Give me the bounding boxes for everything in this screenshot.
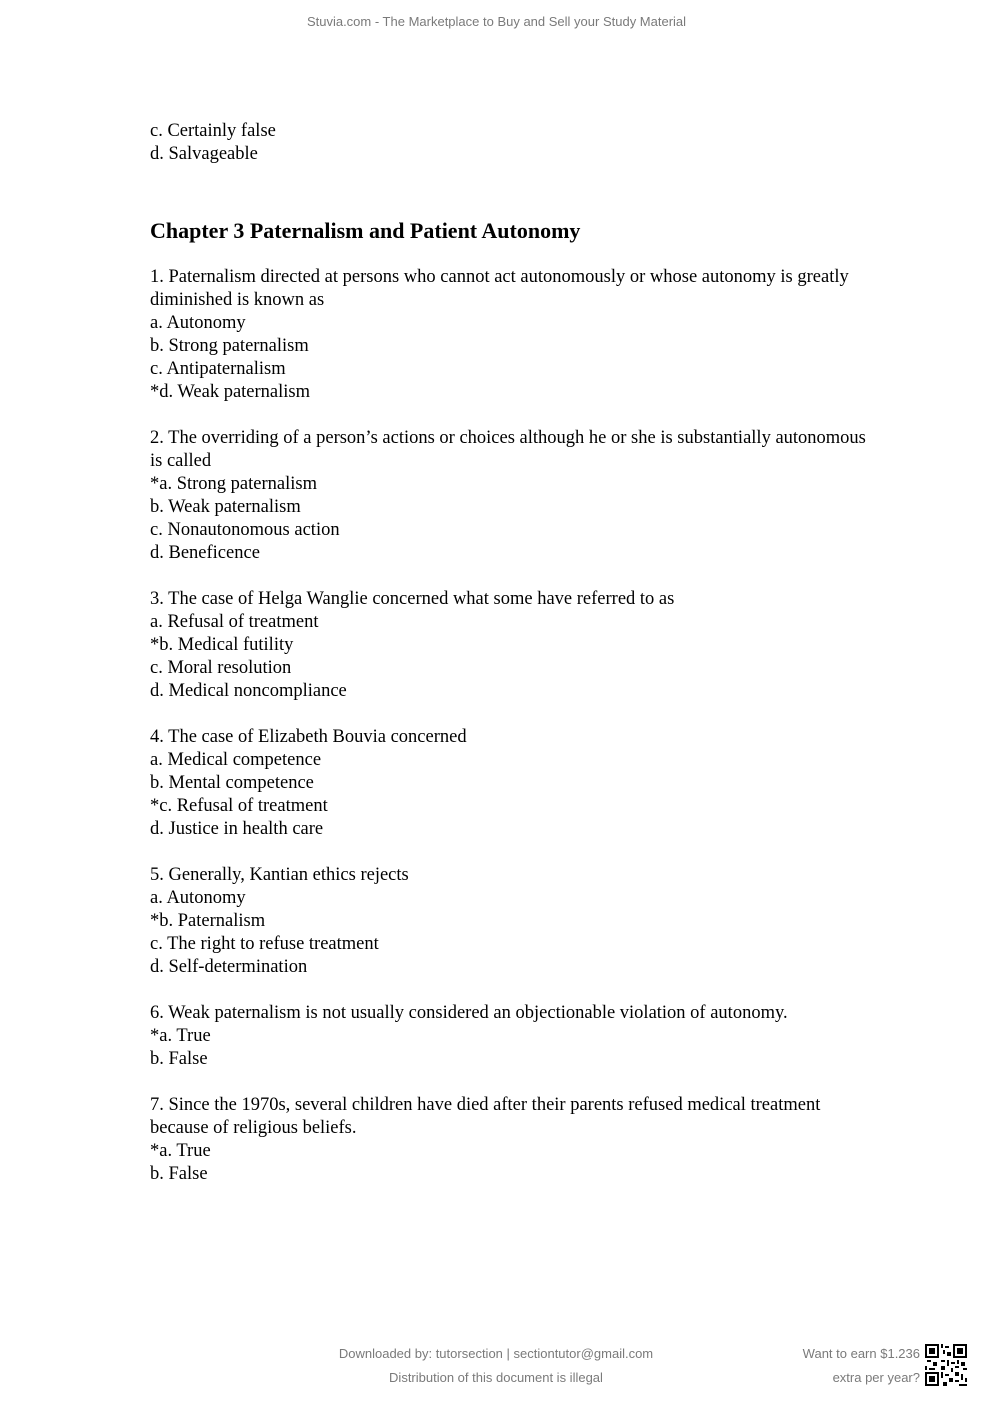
question-2 — [150, 427, 870, 565]
option: *a. True — [150, 1141, 211, 1161]
option: d. Beneficence — [150, 543, 260, 563]
question-text: 5. Generally, Kantian ethics rejects — [150, 865, 409, 885]
chapter-title: Chapter 3 Paternalism and Patient Autonomy — [150, 218, 581, 243]
qr-code-icon[interactable] — [925, 1344, 967, 1386]
page-header: Stuvia.com - The Marketplace to Buy and Sell your Study Material — [306, 14, 687, 29]
distribution-notice: Distribution of this document is illegal — [389, 1370, 603, 1385]
option: c. Moral resolution — [150, 658, 292, 678]
option: a. Medical competence — [150, 750, 322, 770]
option: *b. Paternalism — [150, 911, 266, 931]
option: *a. Strong paternalism — [150, 474, 317, 494]
earn-promo-line1: Want to earn $1.236 — [802, 1346, 920, 1361]
question-7 — [150, 1094, 870, 1186]
question-4 — [150, 726, 870, 841]
question-3 — [150, 588, 870, 703]
question-text: 4. The case of Elizabeth Bouvia concerned — [150, 727, 467, 747]
option: d. Justice in health care — [150, 819, 324, 839]
downloaded-by-text: Downloaded by: tutorsection | sectiontutor@gmail.com — [338, 1346, 654, 1361]
question-6 — [150, 1002, 870, 1071]
option: d. Self-determination — [150, 957, 308, 977]
option: a. Autonomy — [150, 888, 246, 908]
question-text: 6. Weak paternalism is not usually considered an objectionable violation of autonomy. — [150, 1003, 788, 1023]
option: *a. True — [150, 1026, 211, 1046]
option: c. Nonautonomous action — [150, 520, 340, 540]
option: *d. Weak paternalism — [150, 382, 310, 402]
option: b. Mental competence — [150, 773, 314, 793]
option: b. False — [150, 1164, 208, 1184]
option: d. Salvageable — [150, 144, 258, 164]
question-5 — [150, 864, 870, 979]
question-text: 2. The overriding of a person’s actions or choices although he or she is substantially autonomous is called — [150, 428, 866, 471]
option: *b. Medical futility — [150, 635, 294, 655]
option: c. Certainly false — [150, 121, 276, 141]
option: d. Medical noncompliance — [150, 681, 347, 701]
option: b. Strong paternalism — [150, 336, 309, 356]
option: b. False — [150, 1049, 208, 1069]
option: a. Autonomy — [150, 313, 246, 333]
document-body — [150, 120, 870, 1209]
carryover-options — [150, 120, 870, 166]
option: c. Antipaternalism — [150, 359, 286, 379]
option: a. Refusal of treatment — [150, 612, 319, 632]
question-1 — [150, 266, 870, 404]
option: b. Weak paternalism — [150, 497, 301, 517]
question-text: 3. The case of Helga Wanglie concerned what some have referred to as — [150, 589, 675, 609]
earn-promo-line2: extra per year? — [832, 1370, 920, 1385]
option: c. The right to refuse treatment — [150, 934, 379, 954]
question-text: 7. Since the 1970s, several children have died after their parents refused medical treatment because of religious beliefs. — [150, 1095, 821, 1138]
question-text: 1. Paternalism directed at persons who cannot act autonomously or whose autonomy is greatly diminished is known as — [150, 267, 849, 310]
option: *c. Refusal of treatment — [150, 796, 328, 816]
